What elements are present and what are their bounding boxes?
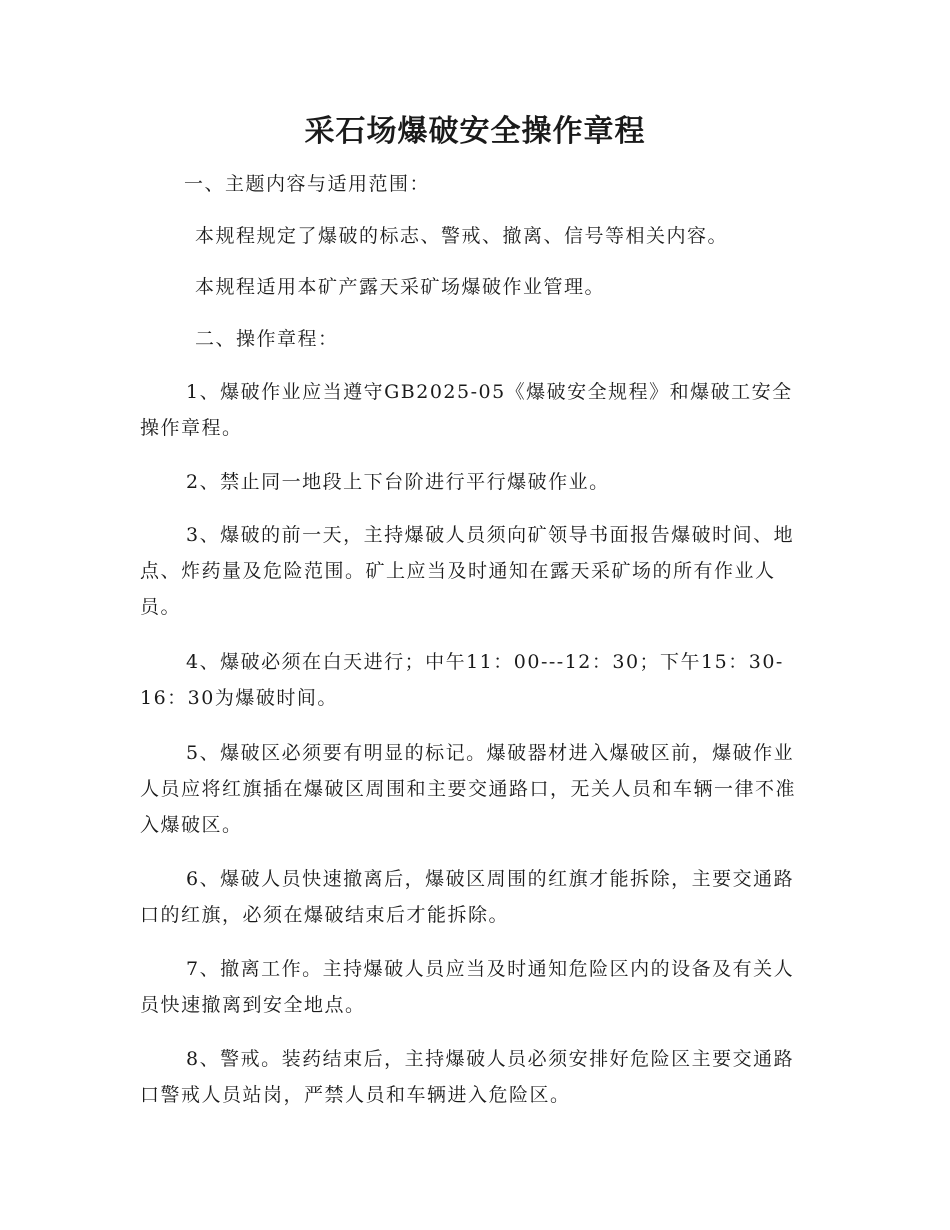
rule-item-8: 8、警戒。装药结束后，主持爆破人员必须安排好危险区主要交通路口警戒人员站岗，严禁人员和车辆进入危险区。 (140, 1048, 795, 1106)
scope-paragraph-applicability: 本规程适用本矿产露天采矿场爆破作业管理。 (195, 276, 606, 298)
rule-item-1: 1、爆破作业应当遵守GB2025-05《爆破安全规程》和爆破工安全操作章程。 (140, 381, 793, 439)
scope-paragraph-content: 本规程规定了爆破的标志、警戒、撤离、信号等相关内容。 (195, 225, 729, 247)
section-heading-scope: 一、主题内容与适用范围： (184, 173, 431, 195)
document-title: 采石场爆破安全操作章程 (304, 114, 646, 149)
section-heading-rules: 二、操作章程： (195, 328, 339, 350)
rule-item-5: 5、爆破区必须要有明显的标记。爆破器材进入爆破区前，爆破作业人员应将红旗插在爆破区周围和主要交通路口，无关人员和车辆一律不准入爆破区。 (140, 742, 797, 836)
rule-item-3: 3、爆破的前一天，主持爆破人员须向矿领导书面报告爆破时间、地点、炸药量及危险范围。矿上应当及时通知在露天采矿场的所有作业人员。 (140, 524, 795, 618)
rule-item-4: 4、爆破必须在白天进行；中午11：00---12：30；下午15：30-16：30为爆破时间。 (140, 651, 784, 709)
rule-item-7: 7、撤离工作。主持爆破人员应当及时通知危险区内的设备及有关人员快速撤离到安全地点。 (140, 958, 795, 1016)
rule-item-6: 6、爆破人员快速撤离后，爆破区周围的红旗才能拆除，主要交通路口的红旗，必须在爆破结束后才能拆除。 (140, 868, 795, 926)
rule-item-2: 2、禁止同一地段上下台阶进行平行爆破作业。 (186, 471, 610, 493)
